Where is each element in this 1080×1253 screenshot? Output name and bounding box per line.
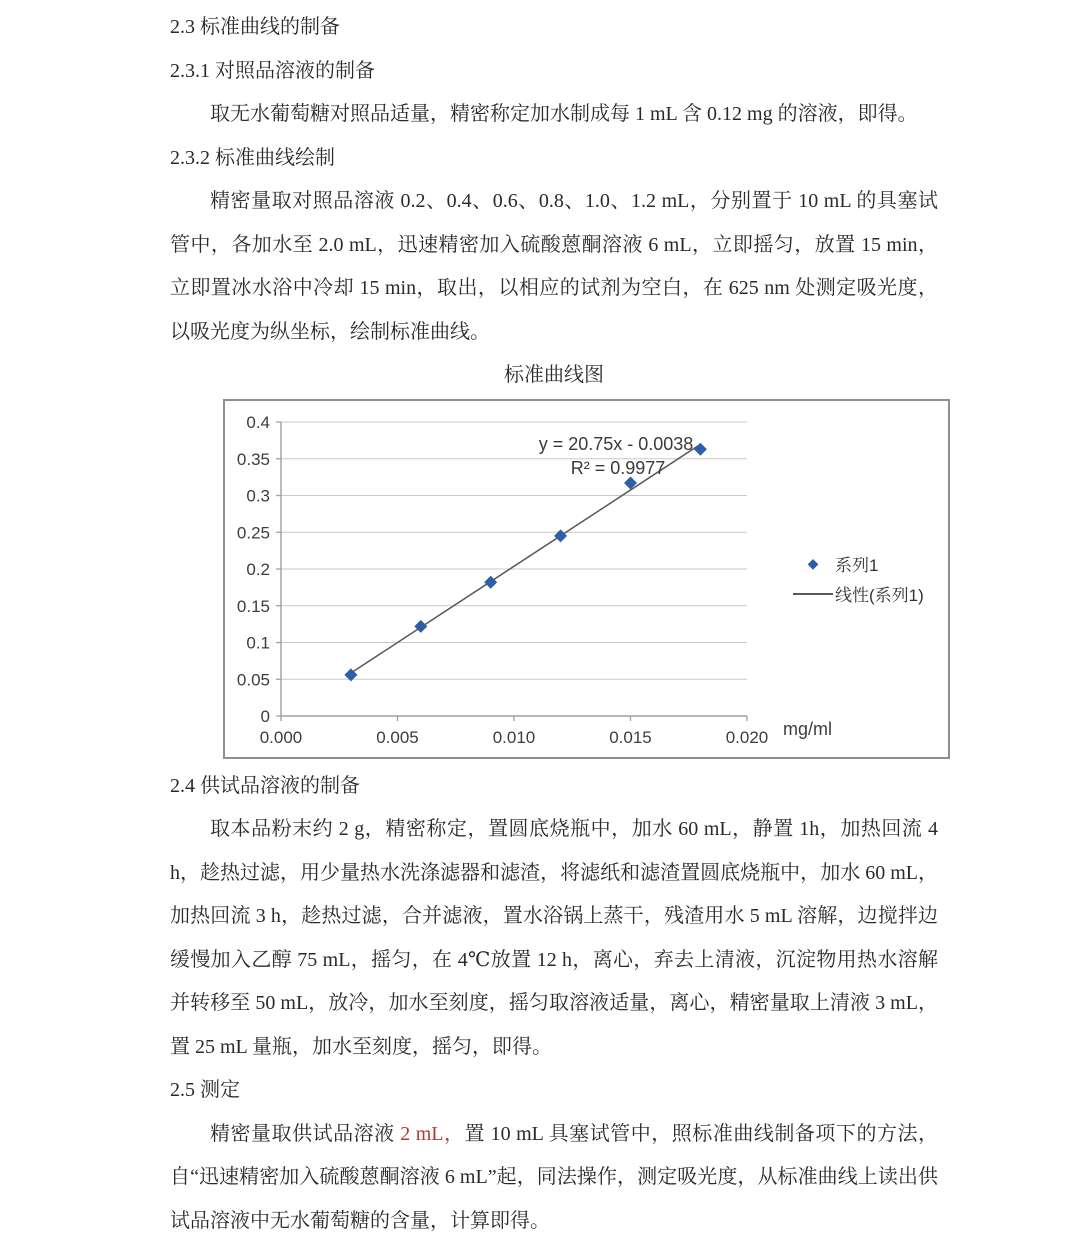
data-point-diamond (694, 442, 707, 455)
paragraph-measurement (170, 1113, 938, 1244)
x-axis-tick-label: 0.010 (492, 727, 536, 747)
measurement-text-part2: 置 10 mL 具塞试管中，照标准曲线制备项下的方法，自“迅速精密加入硫酸蒽酮溶液 6 mL”起，同法操作，测定吸光度，从标准曲线上读出供试品溶液中无水葡萄糖的含量，计算即得。 (170, 1122, 939, 1232)
legend-marker-cell (791, 555, 835, 572)
section-heading-2-3: 2.3 标准曲线的制备 (170, 16, 340, 38)
y-axis-tick-label: 0.2 (246, 559, 270, 579)
y-axis-tick-label: 0.4 (246, 412, 270, 432)
standard-curve-chart (223, 399, 950, 759)
section-heading-2-4: 2.4 供试品溶液的制备 (170, 774, 360, 797)
trendline-swatch-icon (793, 593, 833, 595)
x-axis-tick-label: 0.015 (609, 727, 652, 747)
x-axis-tick-label: 0.000 (259, 727, 303, 747)
diamond-marker-icon: ◆ (807, 555, 819, 571)
y-axis-tick-label: 0.05 (236, 669, 270, 689)
legend-item-trendline (791, 579, 924, 609)
data-point-diamond (554, 529, 567, 542)
y-axis-tick-label: 0 (260, 706, 270, 726)
y-axis-tick-label: 0.1 (246, 633, 270, 652)
red-annotation: 2 mL， (400, 1122, 465, 1145)
paragraph-curve-drawing: 精密量取对照品溶液 0.2、0.4、0.6、0.8、1.0、1.2 mL，分别置于 10 mL 的具塞试管中，各加水至 2.0 mL，迅速精密加入硫酸蒽酮溶液 6 mL，立即摇匀，放置 15 min，立即置冰水浴中冷却 15 min，取出，以相应的试剂为空白，在 625 nm 处测定吸光度，以吸光度为纵坐标，绘制标准曲线。 (170, 190, 938, 343)
chart-caption: 标准曲线图 (504, 364, 604, 386)
legend-series1-label: 系列1 (835, 556, 879, 575)
trendline-equation: y = 20.75x - 0.0038 (538, 433, 694, 454)
y-axis-tick-label: 0.25 (236, 522, 270, 542)
legend-trendline-label: 线性(系列1) (835, 586, 924, 605)
x-axis-tick-label: 0.020 (725, 727, 769, 747)
legend-marker-cell (791, 593, 835, 595)
legend-item-series1 (791, 549, 924, 579)
x-axis-unit-label: mg/ml (783, 718, 832, 739)
section-heading-2-3-1: 2.3.1 对照品溶液的制备 (170, 59, 375, 82)
paragraph-test-solution: 取本品粉末约 2 g，精密称定，置圆底烧瓶中，加水 60 mL，静置 1h，加热回流 4 h，趁热过滤，用少量热水洗涤滤器和滤渣，将滤纸和滤渣置圆底烧瓶中，加水 60 mL，加热回流 3 h，趁热过滤，合并滤液，置水浴锅上蒸干，残渣用水 5 mL 溶解，边搅拌边缓慢加入乙醇 75 mL，摇匀，在 4℃放置 12 h，离心，弃去上清液，沉淀物用热水溶解并转移至 50 mL，放冷，加水至刻度，摇匀取溶液适量，离心，精密量取上清液 3 mL，置 25 mL 量瓶，加水至刻度，摇匀，即得。 (170, 818, 938, 1058)
section-heading-2-3-2: 2.3.2 标准曲线绘制 (170, 146, 335, 169)
chart-legend (791, 549, 924, 609)
section-heading-2-5: 2.5 测定 (170, 1079, 240, 1101)
paragraph-reference-solution: 取无水葡萄糖对照品适量，精密称定加水制成每 1 mL 含 0.12 mg 的溶液，即得。 (210, 103, 918, 125)
r-squared-value: R² = 0.9977 (570, 457, 666, 478)
y-axis-tick-label: 0.3 (246, 486, 270, 505)
y-axis-tick-label: 0.15 (236, 596, 270, 616)
y-axis-tick-label: 0.35 (236, 449, 270, 469)
measurement-text-part1: 精密量取供试品溶液 (210, 1122, 401, 1145)
x-axis-tick-label: 0.005 (376, 727, 419, 747)
